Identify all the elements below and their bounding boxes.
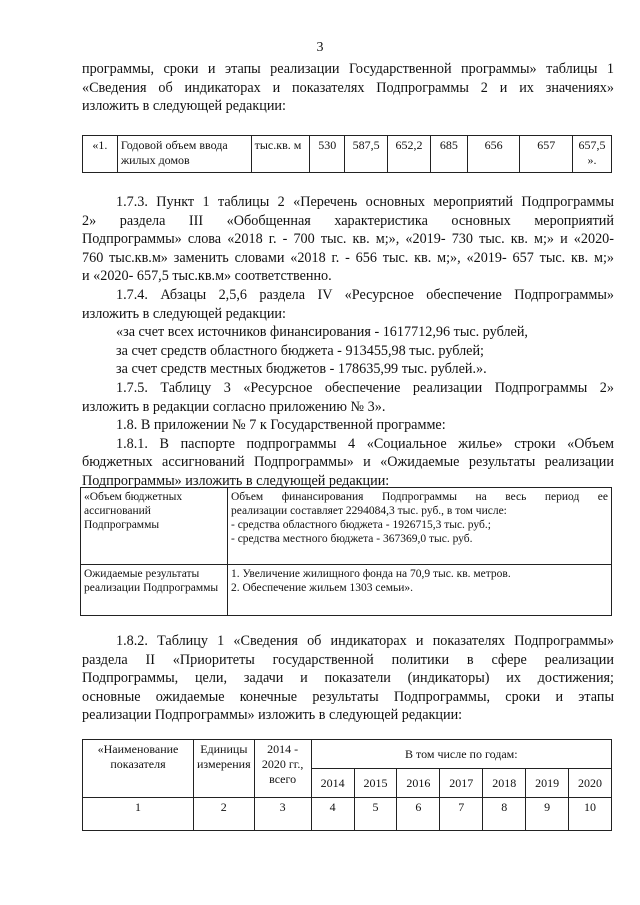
cell-line: Объем финансирования Подпрограммы на весь период ее [231,491,608,503]
table-cell: 652,2 [388,136,431,173]
intro-paragraph [82,60,614,116]
year-cell: 2020 [569,769,612,798]
table-row [81,565,612,616]
table-cell: 530 [310,136,345,173]
paragraph-1-8: 1.8. В приложении № 7 к Государственной программе: [116,417,446,434]
paragraph-line: Подпрограммы» слова «2018 г. - 700 тыс. кв. м;», «2019- 730 тыс. кв. м;» и «2020- [82,231,614,248]
table-cell-value [228,565,612,616]
indicator-table-subprogram [82,739,612,831]
paragraph-line: 2» раздела III «Обобщенная характеристика основных мероприятий [82,212,614,229]
paragraph-1-7-4 [82,286,614,379]
table-cell-value [228,488,612,565]
cell-line: 2. Обеспечение жильем 1303 семьи». [231,582,414,594]
paragraph-line: Подпрограммы» изложить в следующей редакции: [82,472,390,489]
paragraph-1-7-3 [82,193,614,286]
num-cell: 2 [194,798,255,831]
paragraph-line: основные ожидаемые конечные результаты Подпрограммы, сроки и этапы [82,688,614,705]
paragraph-line: и «2020- 657,5 тыс.кв.м» соответственно. [82,268,332,285]
num-cell: 1 [83,798,194,831]
table-cell: «1. [83,136,118,173]
year-cell: 2019 [526,769,569,798]
paragraph-line: изложить в редакции согласно приложению № 3». [82,398,386,415]
table-row [81,488,612,565]
header-total: 2014 - 2020 гг., всего [254,740,311,798]
cell-line: реализации составляет 2294084,3 тыс. руб., в том числе: [231,505,507,517]
quoted-line: «за счет всех источников финансирования - 1617712,96 тыс. рублей, [116,324,528,341]
table-row [83,798,612,831]
table-cell: тыс.кв. м [251,136,310,173]
paragraph-line: 1.7.5. Таблицу 3 «Ресурсное обеспечение реализации Подпрограммы 2» [116,380,614,396]
intro-line: «Сведения об индикаторах и показателях Подпрограммы 2 и их значениях» [82,79,614,96]
cell-line: - средства областного бюджета - 1926715,3 тыс. руб.; [231,519,491,531]
year-cell: 2018 [483,769,526,798]
paragraph-line: 1.7.3. Пункт 1 таблицы 2 «Перечень основных мероприятий Подпрограммы [116,194,614,210]
table-header-row [83,740,612,769]
num-cell: 3 [254,798,311,831]
quoted-line: за счет средств местных бюджетов - 178635,99 тыс. рублей.». [116,361,487,378]
paragraph-line: 1.8.1. В паспорте подпрограммы 4 «Социальное жилье» строки «Объем [116,435,614,452]
indicator-table-1 [82,135,612,173]
paragraph-line: Подпрограммы, цели, задачи и показатели (индикаторы) их достижения; [82,670,614,687]
quoted-line: за счет средств областного бюджета - 913455,98 тыс. рублей; [116,342,484,359]
table-cell: 657,5 ». [573,136,612,173]
page-number: 3 [316,40,324,55]
intro-line: изложить в следующей редакции: [82,98,286,115]
num-cell: 6 [397,798,440,831]
cell-line: 1. Увеличение жилищного фонда на 70,9 тыс. кв. метров. [231,568,511,580]
table-cell-label: Ожидаемые результаты реализации Подпрограммы [81,565,228,616]
header-unit: Единицы измерения [194,740,255,798]
paragraph-line: 1.7.4. Абзацы 2,5,6 раздела IV «Ресурсное обеспечение Подпрограммы» [116,287,614,303]
header-name: «Наименование показателя [83,740,194,798]
num-cell: 9 [526,798,569,831]
table-cell-label: «Объем бюджетных ассигнований Подпрограммы [81,488,228,565]
header-years: В том числе по годам: [311,740,611,769]
paragraph-line: раздела II «Приоритеты государственной политики в сфере реализации [82,651,614,668]
paragraph-line: бюджетных ассигнований Подпрограммы» и «Ожидаемые результаты реализации [82,454,614,471]
cell-line: - средства местного бюджета - 367369,0 тыс. руб. [231,533,473,545]
year-cell: 2014 [311,769,354,798]
num-cell: 7 [440,798,483,831]
table-cell: 657 [520,136,573,173]
table-cell: 685 [430,136,467,173]
intro-line: программы, сроки и этапы реализации Государственной программы» таблицы 1 [82,61,614,77]
paragraph-1-7-5 [82,379,614,491]
table-cell: 656 [467,136,520,173]
paragraph-line: изложить в следующей редакции: [82,305,286,322]
num-cell: 4 [311,798,354,831]
passport-table [80,487,612,616]
num-cell: 5 [354,798,397,831]
paragraph-line: реализации Подпрограммы» изложить в следующей редакции: [82,707,463,724]
paragraph-1-8-2 [82,632,614,725]
table-cell: Годовой объем ввода жилых домов [117,136,251,173]
num-cell: 8 [483,798,526,831]
year-cell: 2016 [397,769,440,798]
year-cell: 2015 [354,769,397,798]
table-cell: 587,5 [345,136,388,173]
num-cell: 10 [569,798,612,831]
paragraph-line: 760 тыс.кв.м» заменить словами «2018 г. - 656 тыс. кв. м;», «2019- 657 тыс. кв. м;» [82,249,614,266]
paragraph-line: 1.8.2. Таблицу 1 «Сведения об индикаторах и показателях Подпрограммы» [116,633,614,649]
table-row [83,136,612,173]
year-cell: 2017 [440,769,483,798]
